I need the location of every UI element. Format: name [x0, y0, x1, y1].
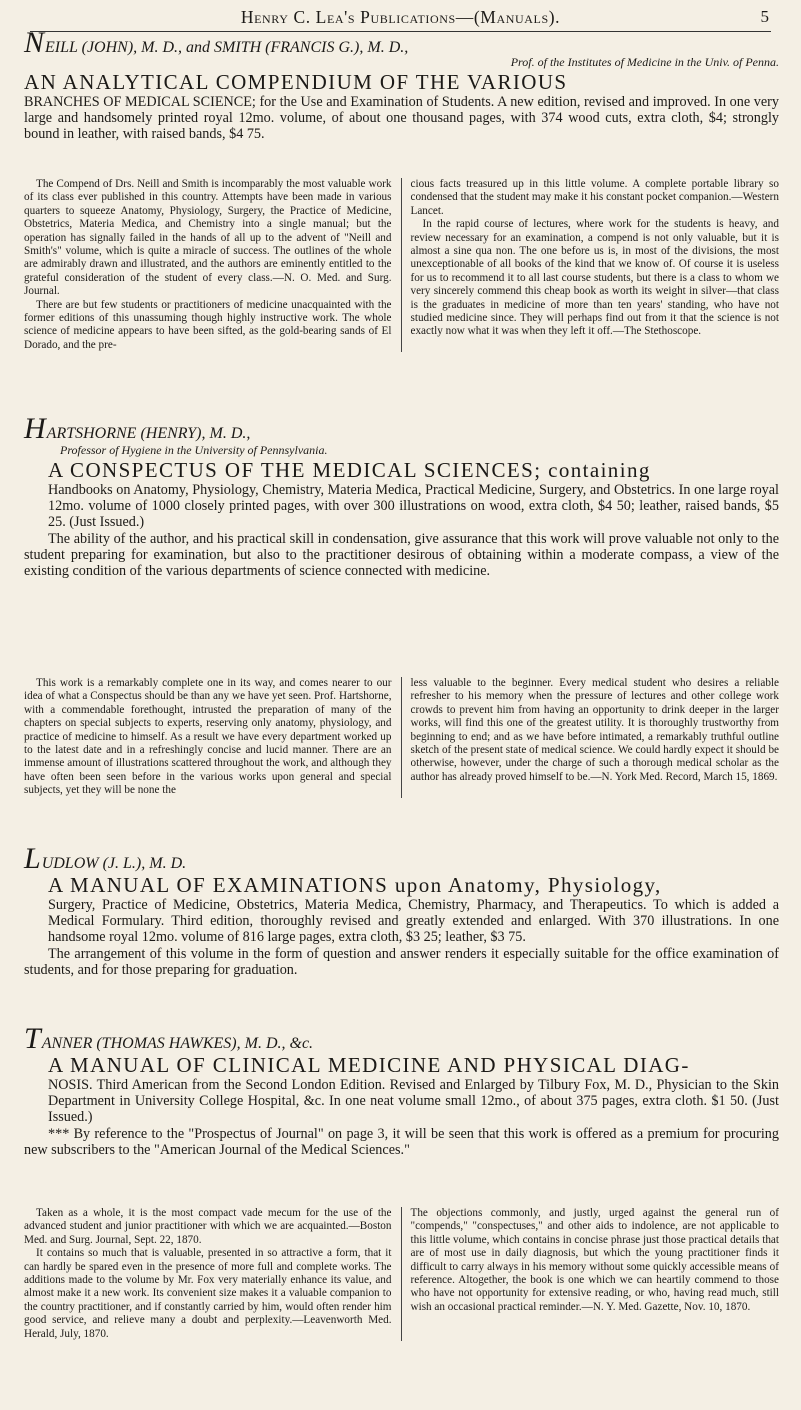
review-text: It contains so much that is valuable, presented in so attractive a form, that it can hardly be spared even in the presence of more full and complete works. The additions made to the volume by Mr. Fox very materially enhance its value, and almost make it a new work. Its convenient size makes it a valuable companion to the country practitioner, and if constantly carried by him, would often render him good service, and relieve many a doubt and perplexity.—Leavenworth Med. Herald, July, 1870. [24, 1247, 392, 1340]
review-text: The Compend of Drs. Neill and Smith is incomparably the most valuable work of its class ever published in this country. Attempts have been made in various quarters to squeeze Anatomy, Physiology, Surgery, the Practice of Medicine, Obstetrics, Materia Medica, and Chemistry into a single manual; but the operation has signally failed in the hands of all up to the advent of "Neill and Smith's" volume, which is quite a miracle of success. The outlines of the whole are admirably drawn and illustrated, and the authors are eminently entitled to the grateful consideration of the student of every class.—N. O. Med. and Surg. Journal. [24, 178, 392, 298]
running-header [30, 5, 771, 32]
book-title: AN ANALYTICAL COMPENDIUM OF THE VARIOUS [24, 70, 568, 94]
entry-neill-smith [24, 26, 779, 143]
entry-hartshorne [24, 412, 779, 580]
entry-ludlow [24, 842, 779, 978]
book-title: A CONSPECTUS OF THE MEDICAL SCIENCES; containing [48, 458, 651, 482]
drop-cap: H [24, 412, 46, 445]
review-text: There are but few students or practitioners of medicine unacquainted with the former editions of this unassuming though highly instructive work. The whole science of medicine appears to have been sifted, as the gold-bearing sands of El Dorado, and the pre- [24, 298, 392, 351]
review-text: The objections commonly, and justly, urged against the general run of "compends," "conspectuses," and other aids to indolence, are not applicable to this little volume, which contains in concise phrase just those practical details that are of most use in daily diagnosis, but which the young practitioner finds it difficult to carry always in his memory without some quickly accessible means of reference. Altogether, the book is one which we can heartily commend to those who have not opportunity for extensive reading, or who, having read much, still wish an occasional practical reminder.—N. Y. Med. Gazette, Nov. 10, 1870. [410, 1207, 779, 1313]
entry-author: TANNER (THOMAS HAWKES), M. D., &c. [24, 1022, 314, 1055]
review-column-left [24, 1207, 402, 1341]
entry-author: HARTSHORNE (HENRY), M. D., [24, 412, 251, 445]
author-position: Professor of Hygiene in the University of Pennsylvania. [60, 443, 328, 457]
book-description: NOSIS. Third American from the Second London Edition. Revised and Enlarged by Tilbury Fox, M. D., Physician to the Skin Department in University College Hospital, &c. In one neat volume small 12mo., of about 375 pages, extra cloth. $1 50. (Just Issued.) [48, 1077, 779, 1126]
book-description: BRANCHES OF MEDICAL SCIENCE; for the Use and Examination of Students. A new edition, revised and improved. In one very large and handsomely printed royal 12mo. volume, of about one thousand pages, with 374 wood cuts, extra cloth, $4; strongly bound in leather, with raised bands, $4 75. [24, 94, 779, 143]
review-text: Taken as a whole, it is the most compact vade mecum for the use of the advanced student and junior practitioner with which we are acquainted.—Boston Med. and Surg. Journal, Sept. 22, 1870. [24, 1207, 392, 1246]
review-column-right [402, 677, 780, 798]
review-text: In the rapid course of lectures, where work for the students is heavy, and review necessary for an examination, a compend is not only valuable, but it is almost a sine qua non. The one before us is, in most of the divisions, the most unexceptionable of all books of the kind that we know of. Of course it is useless for us to recommend it to all last course students, but there is a class to whom we very sincerely commend this cheap book as worth its weight in silver—that class is the graduates in medicine of more than ten years' standing, who have not studied medicine since. They will perhaps find out from it that the science is not exactly now what it was when they left it off.—The Stethoscope. [410, 218, 779, 338]
entry-author: LUDLOW (J. L.), M. D. [24, 842, 187, 875]
review-column-right [402, 178, 780, 352]
book-note: *** By reference to the "Prospectus of Journal" on page 3, it will be seen that this work is offered as a premium for procuring new subscribers to the "American Journal of the Medical Sciences." [24, 1125, 779, 1158]
review-text: cious facts treasured up in this little volume. A complete portable library so condensed that the student may make it his constant pocket companion.—Western Lancet. [410, 178, 779, 217]
book-description: Handbooks on Anatomy, Physiology, Chemistry, Materia Medica, Practical Medicine, Surgery, and Obstetrics. In one large royal 12mo. volume of 1000 closely printed pages, with over 300 illustrations on wood, extra cloth, $4 50; leather, raised bands, $5 25. (Just Issued.) [48, 482, 779, 531]
review-text: less valuable to the beginner. Every medical student who desires a reliable refresher to his memory when the pressure of lectures and other college work crowds to prevent him from having an opportunity to drink deeper in the larger works, will find this one of the greatest utility. It is thoroughly trustworthy from beginning to end; and as we have before intimated, a remarkably truthful outline sketch of the present state of medical science. We could hardly expect it should be otherwise, however, under the charge of such a thorough medical scholar as the author has already proved himself to be.—N. York Med. Record, March 15, 1869. [410, 677, 779, 783]
drop-cap: T [24, 1022, 41, 1055]
reviews-hartshorne [24, 677, 779, 798]
drop-cap: L [24, 842, 41, 875]
entry-author: NEILL (JOHN), M. D., and SMITH (FRANCIS G.), M. D., [24, 26, 409, 59]
reviews-tanner [24, 1207, 779, 1341]
book-title: A MANUAL OF EXAMINATIONS upon Anatomy, Physiology, [48, 873, 662, 897]
book-description: Surgery, Practice of Medicine, Obstetrics, Materia Medica, Chemistry, Pharmacy, and Therapeutics. To which is added a Medical Formulary. Third edition, thoroughly revised and greatly extended and enlarged. With 370 illustrations. In one handsome royal 12mo. volume of 816 large pages, extra cloth, $3 25; leather, $3 75. [48, 897, 779, 946]
review-text: This work is a remarkably complete one in its way, and comes nearer to our idea of what a Conspectus should be than any we have yet seen. Prof. Hartshorne, with a commendable forethought, intrusted the preparation of many of the chapters on special subjects to experts, reserving only anatomy, physiology, and practice of medicine to himself. As a result we have every department worked up to the latest date and in a refreshingly concise and lucid manner. There are an immense amount of illustrations scattered throughout the work, and although they have often been seen before in the various works upon general and special subjects, yet they will be none the [24, 677, 392, 797]
drop-cap: N [24, 26, 45, 59]
review-column-left [24, 178, 402, 352]
book-title: A MANUAL OF CLINICAL MEDICINE AND PHYSICAL DIAG- [48, 1053, 690, 1077]
header-title: Henry C. Lea's Publications—(Manuals). [240, 7, 561, 27]
page-number: 5 [760, 7, 769, 26]
review-column-right [402, 1207, 780, 1341]
entry-tanner [24, 1022, 779, 1158]
reviews-neill-smith [24, 178, 779, 352]
book-note: The arrangement of this volume in the form of question and answer renders it especially suitable for the office examination of students, and for those preparing for graduation. [24, 945, 779, 978]
review-column-left [24, 677, 402, 798]
book-note: The ability of the author, and his practical skill in condensation, give assurance that this work will prove valuable not only to the student preparing for examination, but also to the practitioner desirous of obtaining within a moderate compass, a view of the existing condition of the various departments of science connected with medicine. [24, 530, 779, 580]
author-position: Prof. of the Institutes of Medicine in the Univ. of Penna. [510, 55, 779, 69]
